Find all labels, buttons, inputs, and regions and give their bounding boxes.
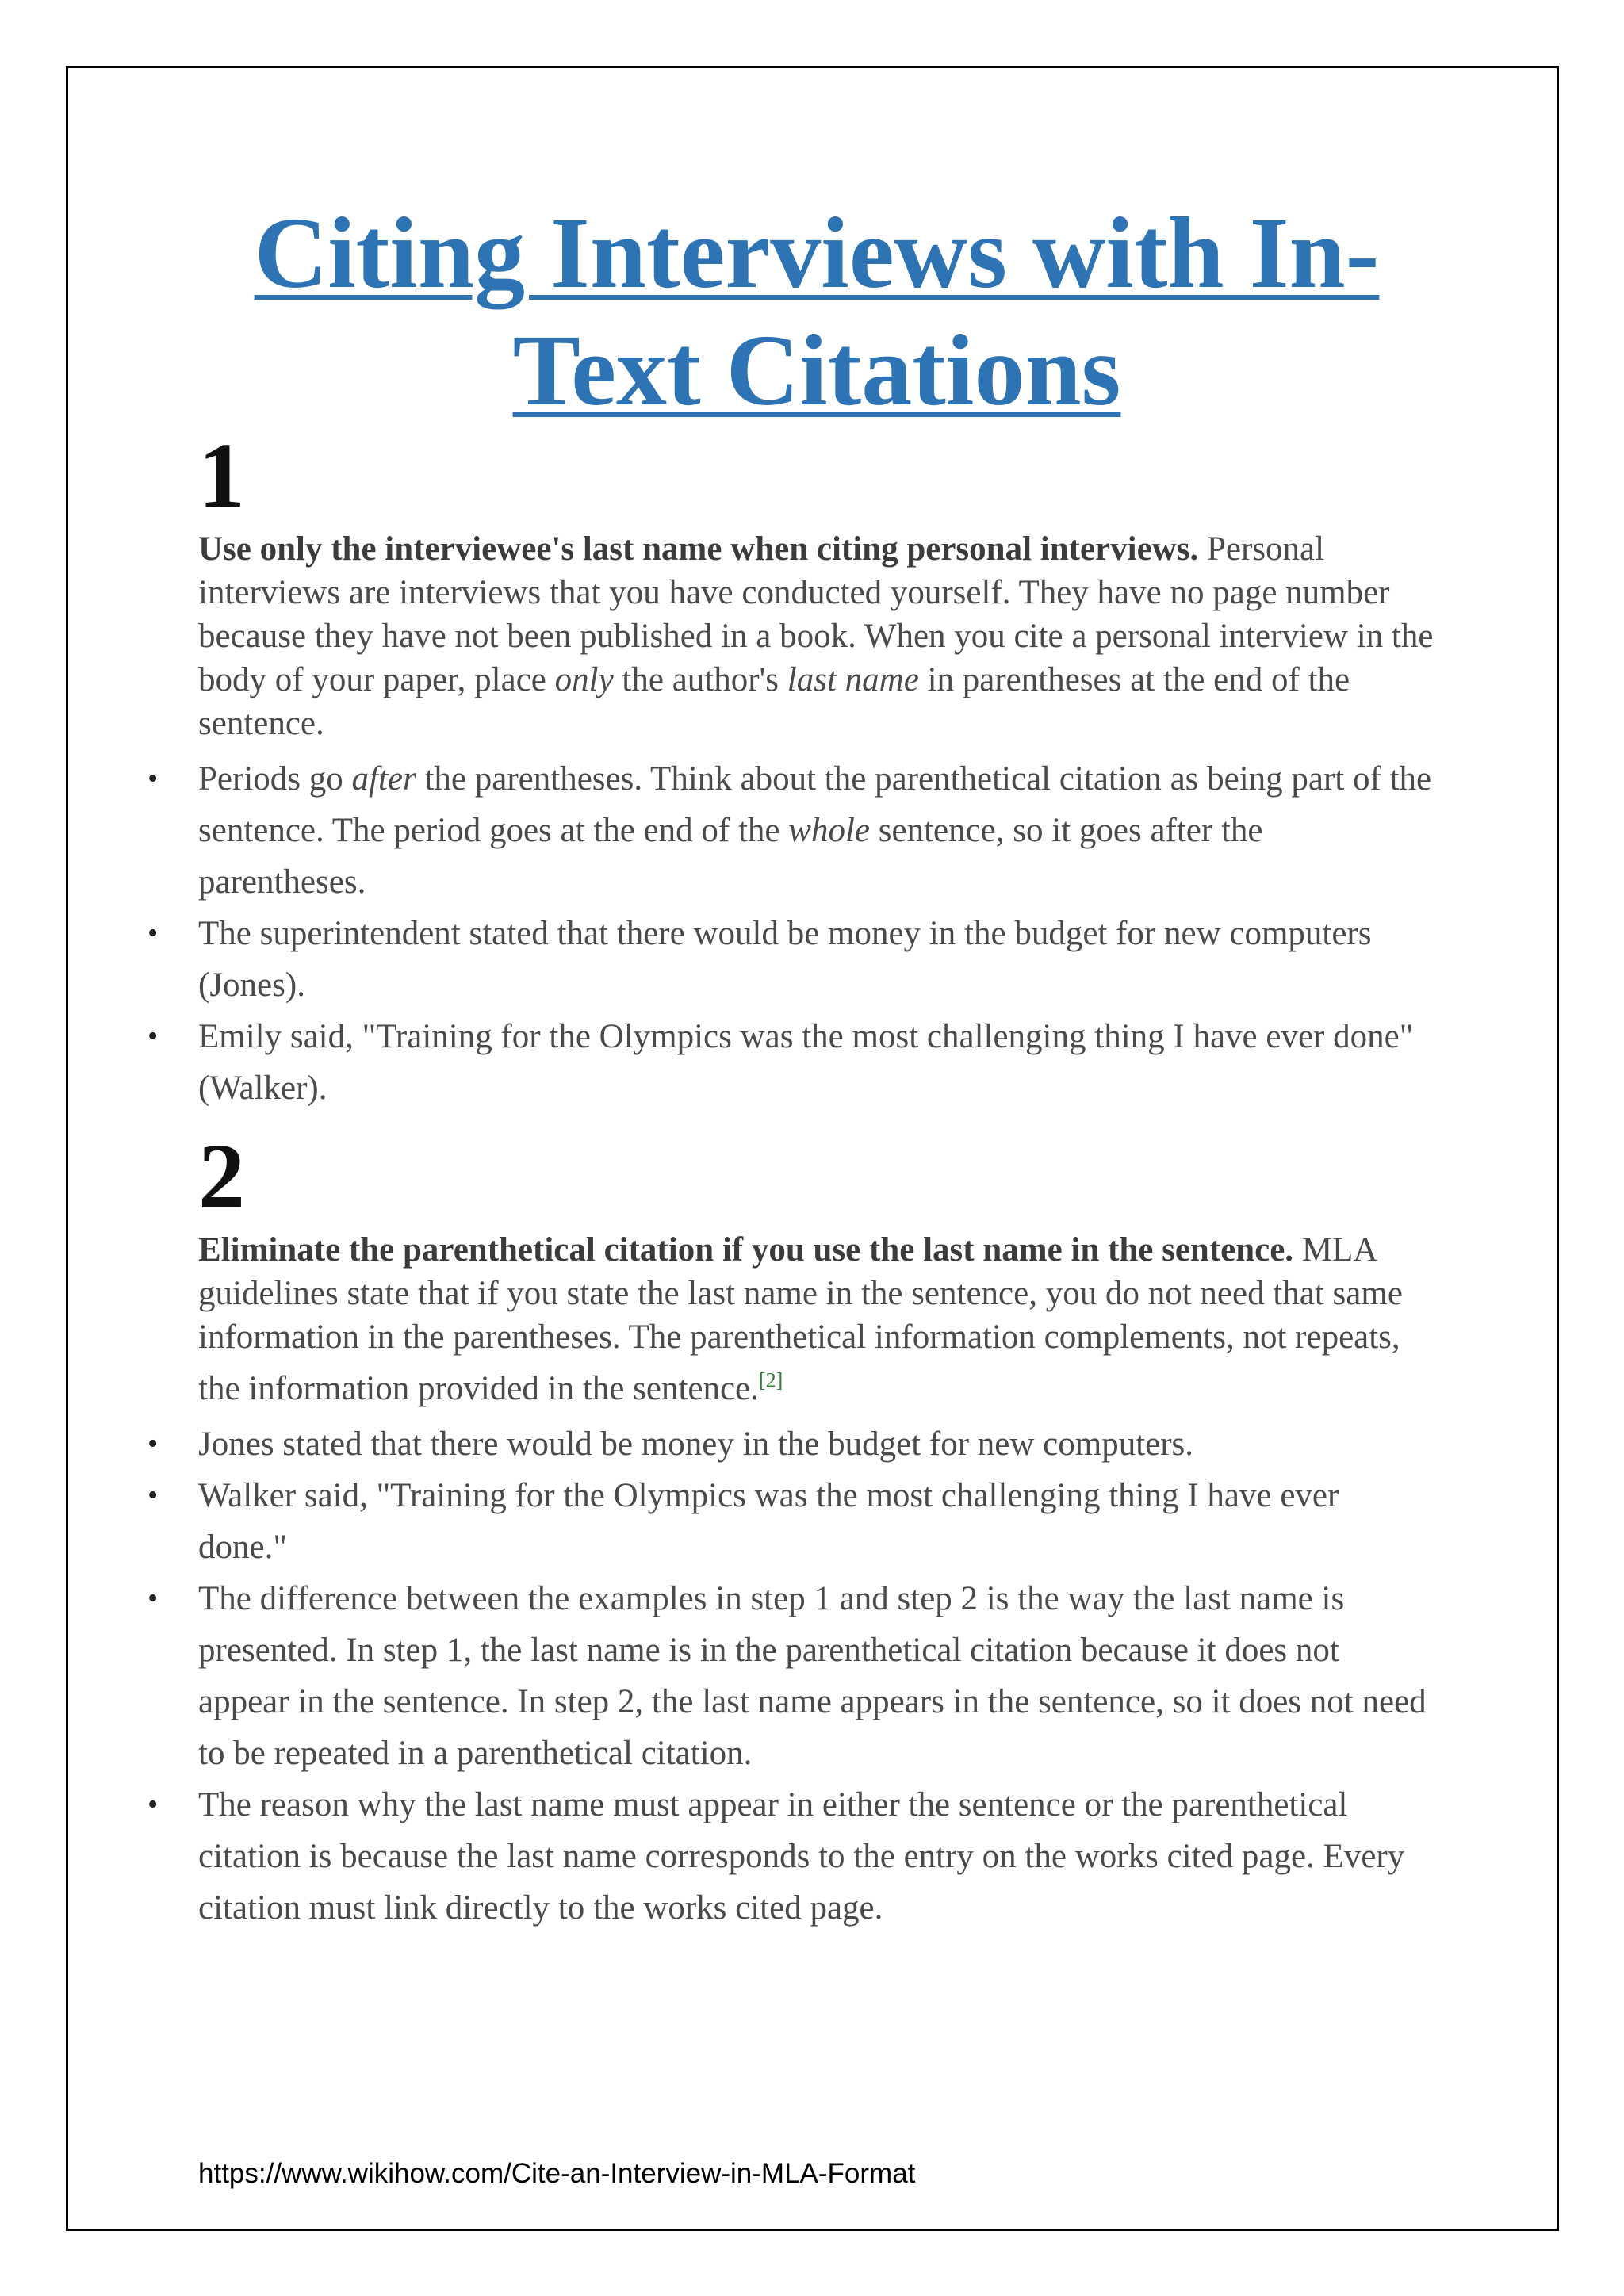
bullet-item	[147, 753, 1435, 908]
bullet-item	[147, 908, 1435, 1011]
bullet-text	[198, 1786, 1404, 1927]
text-run: Emily said, "Training for the Olympics was the most challenging thing I have ever done" (Walker).	[198, 1018, 1414, 1107]
step-2	[147, 1124, 1435, 1934]
step-heading: Use only the interviewee's last name when citing personal interviews.	[198, 530, 1199, 568]
bullet-dot: •	[147, 916, 159, 950]
emphasis-text: only	[554, 661, 614, 698]
emphasis-text: last name	[787, 661, 919, 698]
bullet-text	[198, 760, 1431, 901]
bullet-item	[147, 1011, 1435, 1114]
text-run: Walker said, "Training for the Olympics was the most challenging thing I have ever done."	[198, 1477, 1339, 1567]
bullet-text	[198, 1425, 1193, 1463]
bullet-item	[147, 1470, 1435, 1573]
citation-reference[interactable]: [2]	[758, 1369, 783, 1392]
bullet-dot: •	[147, 1788, 159, 1822]
bullet-dot: •	[147, 1427, 159, 1461]
text-run: the author's	[613, 661, 787, 698]
bullet-text	[198, 1580, 1427, 1772]
step-number: 2	[198, 1124, 245, 1228]
step-paragraph	[198, 1228, 1435, 1410]
text-run: The reason why the last name must appear in either the sentence or the parenthetical citation is because the last name corresponds to the entry on the works cited page. Every citation must link directly to the works cited page.	[198, 1786, 1405, 1927]
bullet-dot: •	[147, 1020, 159, 1053]
text-run: The difference between the examples in step 1 and step 2 is the way the last name is presented. In step 1, the last name is in the parenthetical citation because it does not appear in the sentence. In step 2, the last name appears in the sentence, so it does not need to be repeated in a parenthetical citation.	[198, 1580, 1427, 1773]
bullet-dot: •	[147, 1582, 159, 1616]
emphasis-text: whole	[788, 812, 870, 849]
source-url[interactable]: https://www.wikihow.com/Cite-an-Interview-in-MLA-Format	[198, 2158, 916, 2189]
bullet-item	[147, 1418, 1435, 1470]
text-run: the parentheses. Think about the parenthetical citation as being part of the sentence. The period goes at the end of the	[198, 760, 1432, 849]
bullet-text	[198, 1477, 1339, 1566]
text-run: Jones stated that there would be money in the budget for new computers.	[198, 1425, 1194, 1464]
bullet-list	[147, 753, 1435, 1114]
step-number: 1	[198, 423, 245, 527]
step-1	[147, 423, 1435, 1114]
step-heading: Eliminate the parenthetical citation if you use the last name in the sentence.	[198, 1231, 1294, 1269]
bullet-item	[147, 1573, 1435, 1779]
text-run: MLA guidelines state that if you state the last name in the sentence, you do not need that same information in the parentheses. The parenthetical information complements, not repeats, the information provided in the sentence.	[198, 1231, 1403, 1408]
bullet-list	[147, 1418, 1435, 1934]
bullet-item	[147, 1779, 1435, 1934]
text-run: The superintendent stated that there would be money in the budget for new computers (Jones).	[198, 915, 1372, 1004]
text-run: Periods go	[198, 760, 352, 798]
bullet-text	[198, 1018, 1413, 1107]
bullet-dot: •	[147, 1479, 159, 1513]
step-paragraph	[198, 527, 1435, 745]
article-body	[147, 423, 1435, 1934]
text-run: Personal interviews are interviews that you have conducted yourself. They have no page number because they have not been published in a book. When you cite a personal interview in the body of your paper, place	[198, 530, 1434, 698]
bullet-text	[198, 915, 1372, 1004]
text-run: sentence, so it goes after the parentheses.	[198, 812, 1263, 901]
text-run: in parentheses at the end of the sentence.	[198, 661, 1350, 742]
page-title: Citing Interviews with In-Text Citations	[254, 197, 1380, 427]
emphasis-text: after	[351, 760, 416, 798]
bullet-dot: •	[147, 762, 159, 795]
